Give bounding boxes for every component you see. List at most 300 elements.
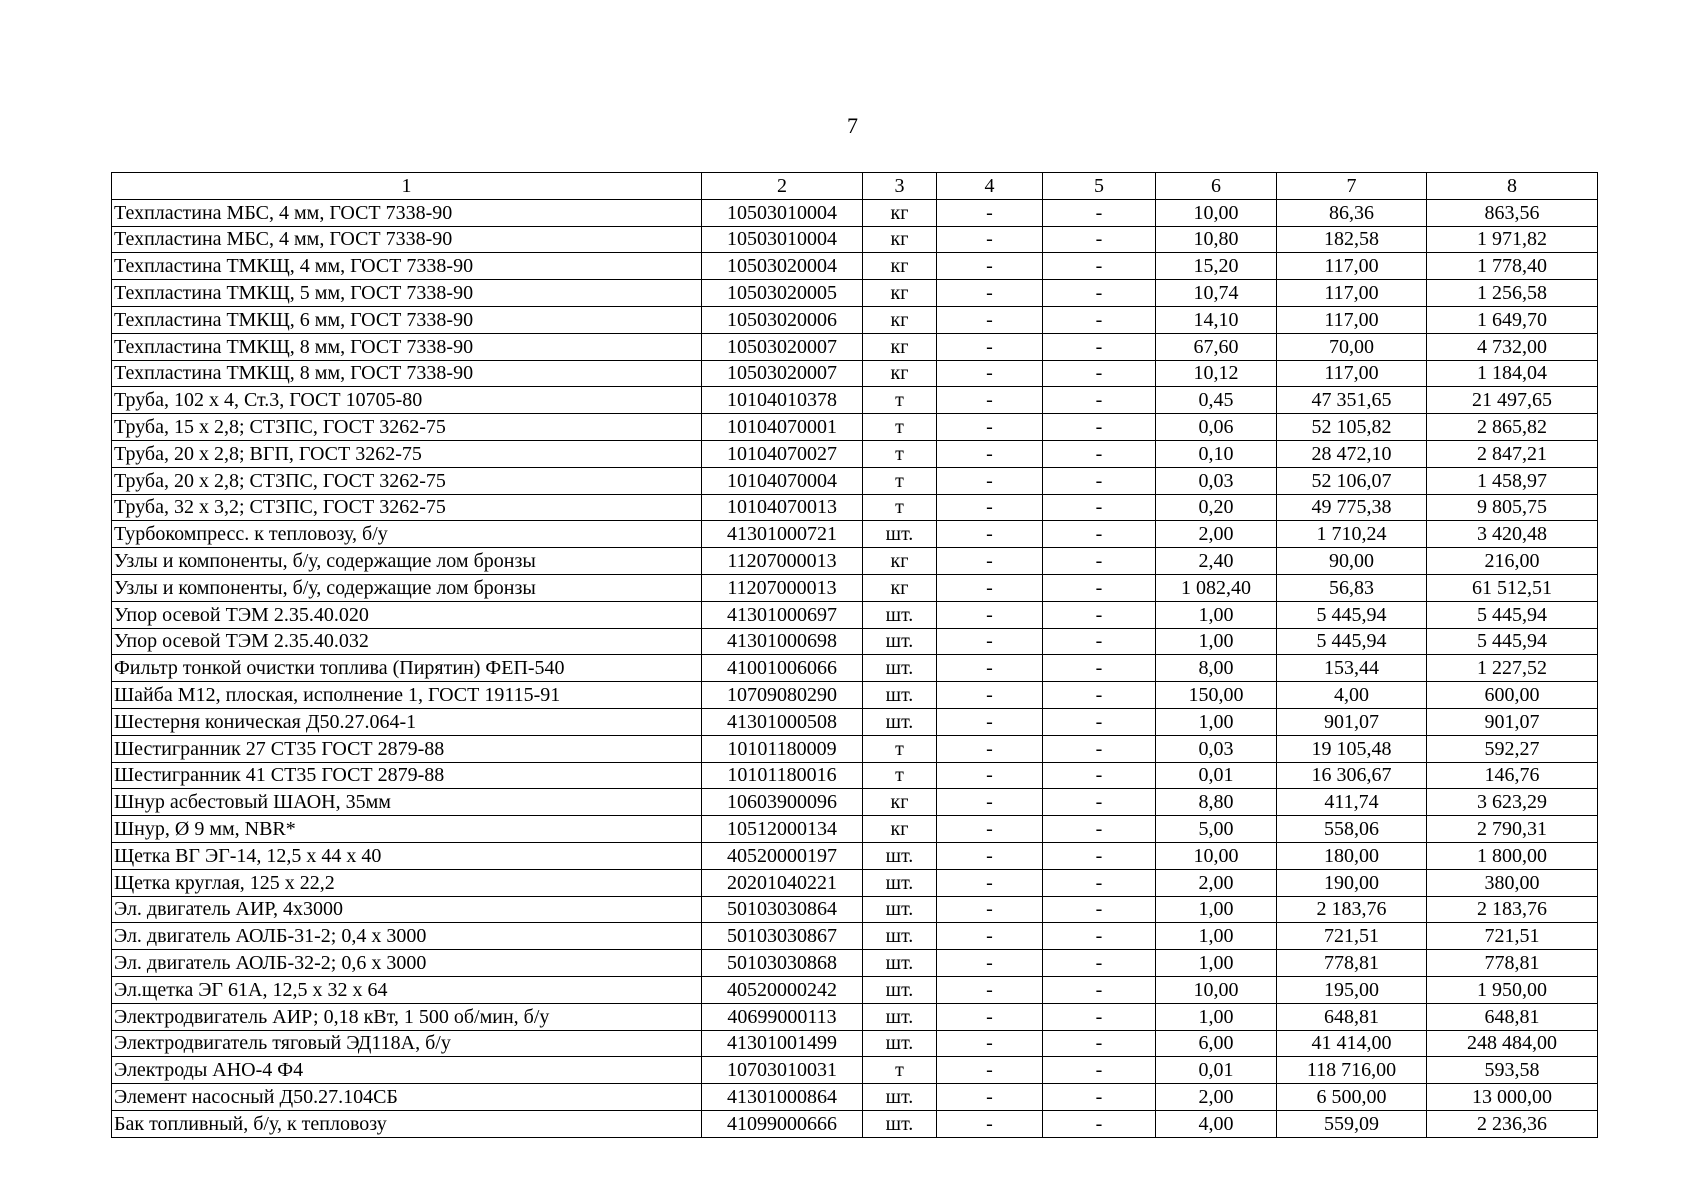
amount-cell: 600,00 — [1427, 682, 1598, 709]
price-cell: 41 414,00 — [1277, 1030, 1427, 1057]
table-row — [112, 1003, 1598, 1030]
col4-cell: - — [937, 896, 1043, 923]
table-body — [112, 173, 1598, 1138]
item-name-cell: Труба, 102 х 4, Ст.3, ГОСТ 10705-80 — [112, 387, 702, 414]
amount-cell: 216,00 — [1427, 548, 1598, 575]
col5-cell: - — [1043, 467, 1156, 494]
amount-cell: 146,76 — [1427, 762, 1598, 789]
col5-cell: - — [1043, 494, 1156, 521]
price-cell: 6 500,00 — [1277, 1084, 1427, 1111]
table-row — [112, 226, 1598, 253]
quantity-cell: 10,12 — [1156, 360, 1277, 387]
amount-cell: 9 805,75 — [1427, 494, 1598, 521]
item-name-cell: Шнур асбестовый ШАОН, 35мм — [112, 789, 702, 816]
quantity-cell: 0,03 — [1156, 467, 1277, 494]
col4-cell: - — [937, 1030, 1043, 1057]
amount-cell: 1 184,04 — [1427, 360, 1598, 387]
item-code-cell: 20201040221 — [702, 869, 863, 896]
unit-cell: шт. — [863, 923, 937, 950]
amount-cell: 863,56 — [1427, 199, 1598, 226]
col5-cell: - — [1043, 842, 1156, 869]
col4-cell: - — [937, 280, 1043, 307]
col4-cell: - — [937, 735, 1043, 762]
col5-cell: - — [1043, 574, 1156, 601]
price-cell: 47 351,65 — [1277, 387, 1427, 414]
table-row — [112, 762, 1598, 789]
item-code-cell: 40520000197 — [702, 842, 863, 869]
col5-cell: - — [1043, 387, 1156, 414]
amount-cell: 4 732,00 — [1427, 333, 1598, 360]
quantity-cell: 10,00 — [1156, 199, 1277, 226]
quantity-cell: 10,00 — [1156, 976, 1277, 1003]
col5-cell: - — [1043, 521, 1156, 548]
unit-cell: шт. — [863, 655, 937, 682]
column-number-header: 1 — [112, 173, 702, 200]
table-row — [112, 789, 1598, 816]
col4-cell: - — [937, 708, 1043, 735]
quantity-cell: 8,80 — [1156, 789, 1277, 816]
table-row — [112, 414, 1598, 441]
column-number-header: 5 — [1043, 173, 1156, 200]
unit-cell: кг — [863, 226, 937, 253]
amount-cell: 2 790,31 — [1427, 816, 1598, 843]
col5-cell: - — [1043, 333, 1156, 360]
amount-cell: 1 971,82 — [1427, 226, 1598, 253]
unit-cell: шт. — [863, 842, 937, 869]
col4-cell: - — [937, 923, 1043, 950]
price-cell: 558,06 — [1277, 816, 1427, 843]
item-code-cell: 41001006066 — [702, 655, 863, 682]
price-cell: 49 775,38 — [1277, 494, 1427, 521]
quantity-cell: 14,10 — [1156, 306, 1277, 333]
item-name-cell: Эл.щетка ЭГ 61А, 12,5 х 32 х 64 — [112, 976, 702, 1003]
price-cell: 153,44 — [1277, 655, 1427, 682]
quantity-cell: 0,03 — [1156, 735, 1277, 762]
price-cell: 901,07 — [1277, 708, 1427, 735]
item-name-cell: Элемент насосный Д50.27.104СБ — [112, 1084, 702, 1111]
unit-cell: т — [863, 414, 937, 441]
amount-cell: 5 445,94 — [1427, 628, 1598, 655]
item-name-cell: Эл. двигатель АИР, 4х3000 — [112, 896, 702, 923]
col4-cell: - — [937, 601, 1043, 628]
col4-cell: - — [937, 1084, 1043, 1111]
item-name-cell: Упор осевой ТЭМ 2.35.40.032 — [112, 628, 702, 655]
col5-cell: - — [1043, 548, 1156, 575]
col5-cell: - — [1043, 869, 1156, 896]
col4-cell: - — [937, 360, 1043, 387]
table-row — [112, 816, 1598, 843]
item-name-cell: Шестерня коническая Д50.27.064-1 — [112, 708, 702, 735]
item-code-cell: 10503020006 — [702, 306, 863, 333]
unit-cell: шт. — [863, 628, 937, 655]
unit-cell: шт. — [863, 682, 937, 709]
price-cell: 52 105,82 — [1277, 414, 1427, 441]
col4-cell: - — [937, 253, 1043, 280]
item-name-cell: Техпластина МБС, 4 мм, ГОСТ 7338-90 — [112, 226, 702, 253]
price-cell: 778,81 — [1277, 950, 1427, 977]
price-cell: 182,58 — [1277, 226, 1427, 253]
item-name-cell: Шайба М12, плоская, исполнение 1, ГОСТ 19115-91 — [112, 682, 702, 709]
table-row — [112, 682, 1598, 709]
col4-cell: - — [937, 494, 1043, 521]
item-code-cell: 41301000721 — [702, 521, 863, 548]
table-row — [112, 655, 1598, 682]
col4-cell: - — [937, 842, 1043, 869]
item-name-cell: Эл. двигатель АОЛБ-32-2; 0,6 х 3000 — [112, 950, 702, 977]
table-header-row — [112, 173, 1598, 200]
item-name-cell: Техпластина ТМКЩ, 8 мм, ГОСТ 7338-90 — [112, 333, 702, 360]
col5-cell: - — [1043, 950, 1156, 977]
item-code-cell: 41301000697 — [702, 601, 863, 628]
price-cell: 56,83 — [1277, 574, 1427, 601]
quantity-cell: 4,00 — [1156, 1110, 1277, 1137]
col5-cell: - — [1043, 976, 1156, 1003]
item-name-cell: Труба, 32 х 3,2; СТЗПС, ГОСТ 3262-75 — [112, 494, 702, 521]
item-name-cell: Техпластина ТМКЩ, 6 мм, ГОСТ 7338-90 — [112, 306, 702, 333]
amount-cell: 1 778,40 — [1427, 253, 1598, 280]
price-cell: 16 306,67 — [1277, 762, 1427, 789]
amount-cell: 721,51 — [1427, 923, 1598, 950]
col5-cell: - — [1043, 601, 1156, 628]
table-row — [112, 1084, 1598, 1111]
col5-cell: - — [1043, 199, 1156, 226]
col4-cell: - — [937, 1057, 1043, 1084]
price-cell: 4,00 — [1277, 682, 1427, 709]
quantity-cell: 2,00 — [1156, 521, 1277, 548]
table-row — [112, 333, 1598, 360]
quantity-cell: 150,00 — [1156, 682, 1277, 709]
quantity-cell: 0,06 — [1156, 414, 1277, 441]
unit-cell: шт. — [863, 708, 937, 735]
table-row — [112, 440, 1598, 467]
price-cell: 721,51 — [1277, 923, 1427, 950]
item-name-cell: Электроды АНО-4 Ф4 — [112, 1057, 702, 1084]
amount-cell: 1 227,52 — [1427, 655, 1598, 682]
item-name-cell: Техпластина ТМКЩ, 8 мм, ГОСТ 7338-90 — [112, 360, 702, 387]
col4-cell: - — [937, 816, 1043, 843]
col4-cell: - — [937, 655, 1043, 682]
item-code-cell: 10104070004 — [702, 467, 863, 494]
price-cell: 86,36 — [1277, 199, 1427, 226]
col5-cell: - — [1043, 735, 1156, 762]
unit-cell: т — [863, 1057, 937, 1084]
item-name-cell: Узлы и компоненты, б/у, содержащие лом бронзы — [112, 574, 702, 601]
item-name-cell: Техпластина МБС, 4 мм, ГОСТ 7338-90 — [112, 199, 702, 226]
amount-cell: 901,07 — [1427, 708, 1598, 735]
inventory-table — [111, 172, 1598, 1138]
quantity-cell: 1,00 — [1156, 950, 1277, 977]
col4-cell: - — [937, 789, 1043, 816]
unit-cell: т — [863, 735, 937, 762]
price-cell: 2 183,76 — [1277, 896, 1427, 923]
quantity-cell: 8,00 — [1156, 655, 1277, 682]
amount-cell: 2 865,82 — [1427, 414, 1598, 441]
quantity-cell: 1,00 — [1156, 628, 1277, 655]
quantity-cell: 1,00 — [1156, 708, 1277, 735]
unit-cell: шт. — [863, 869, 937, 896]
col5-cell: - — [1043, 226, 1156, 253]
quantity-cell: 10,74 — [1156, 280, 1277, 307]
amount-cell: 1 950,00 — [1427, 976, 1598, 1003]
table-row — [112, 521, 1598, 548]
col4-cell: - — [937, 950, 1043, 977]
item-code-cell: 41301001499 — [702, 1030, 863, 1057]
col5-cell: - — [1043, 789, 1156, 816]
quantity-cell: 0,20 — [1156, 494, 1277, 521]
price-cell: 648,81 — [1277, 1003, 1427, 1030]
item-name-cell: Труба, 20 х 2,8; ВГП, ГОСТ 3262-75 — [112, 440, 702, 467]
item-code-cell: 40699000113 — [702, 1003, 863, 1030]
column-number-header: 7 — [1277, 173, 1427, 200]
price-cell: 70,00 — [1277, 333, 1427, 360]
amount-cell: 1 800,00 — [1427, 842, 1598, 869]
item-name-cell: Щетка ВГ ЭГ-14, 12,5 х 44 х 40 — [112, 842, 702, 869]
col5-cell: - — [1043, 306, 1156, 333]
price-cell: 52 106,07 — [1277, 467, 1427, 494]
col5-cell: - — [1043, 1057, 1156, 1084]
col5-cell: - — [1043, 360, 1156, 387]
quantity-cell: 2,00 — [1156, 1084, 1277, 1111]
item-name-cell: Труба, 15 х 2,8; СТЗПС, ГОСТ 3262-75 — [112, 414, 702, 441]
col4-cell: - — [937, 628, 1043, 655]
price-cell: 411,74 — [1277, 789, 1427, 816]
col4-cell: - — [937, 869, 1043, 896]
unit-cell: кг — [863, 574, 937, 601]
item-code-cell: 10104070013 — [702, 494, 863, 521]
col5-cell: - — [1043, 1003, 1156, 1030]
quantity-cell: 1,00 — [1156, 896, 1277, 923]
column-number-header: 3 — [863, 173, 937, 200]
amount-cell: 1 458,97 — [1427, 467, 1598, 494]
column-number-header: 2 — [702, 173, 863, 200]
item-code-cell: 10101180009 — [702, 735, 863, 762]
item-code-cell: 50103030864 — [702, 896, 863, 923]
price-cell: 28 472,10 — [1277, 440, 1427, 467]
price-cell: 90,00 — [1277, 548, 1427, 575]
unit-cell: шт. — [863, 1084, 937, 1111]
unit-cell: шт. — [863, 601, 937, 628]
unit-cell: кг — [863, 789, 937, 816]
price-cell: 5 445,94 — [1277, 628, 1427, 655]
table-row — [112, 548, 1598, 575]
price-cell: 19 105,48 — [1277, 735, 1427, 762]
price-cell: 1 710,24 — [1277, 521, 1427, 548]
col5-cell: - — [1043, 628, 1156, 655]
col5-cell: - — [1043, 1084, 1156, 1111]
col4-cell: - — [937, 976, 1043, 1003]
table-row — [112, 708, 1598, 735]
quantity-cell: 1,00 — [1156, 1003, 1277, 1030]
amount-cell: 21 497,65 — [1427, 387, 1598, 414]
amount-cell: 2 847,21 — [1427, 440, 1598, 467]
quantity-cell: 1,00 — [1156, 923, 1277, 950]
col5-cell: - — [1043, 762, 1156, 789]
column-number-header: 4 — [937, 173, 1043, 200]
unit-cell: шт. — [863, 976, 937, 1003]
item-code-cell: 40520000242 — [702, 976, 863, 1003]
table-row — [112, 199, 1598, 226]
unit-cell: шт. — [863, 521, 937, 548]
amount-cell: 2 183,76 — [1427, 896, 1598, 923]
table-row — [112, 601, 1598, 628]
table-row — [112, 360, 1598, 387]
table-row — [112, 1030, 1598, 1057]
unit-cell: т — [863, 467, 937, 494]
col4-cell: - — [937, 548, 1043, 575]
item-code-cell: 11207000013 — [702, 574, 863, 601]
amount-cell: 13 000,00 — [1427, 1084, 1598, 1111]
col5-cell: - — [1043, 655, 1156, 682]
item-code-cell: 41301000864 — [702, 1084, 863, 1111]
item-name-cell: Шестигранник 27 СТ35 ГОСТ 2879-88 — [112, 735, 702, 762]
table-row — [112, 467, 1598, 494]
table-row — [112, 1110, 1598, 1137]
item-code-cell: 10101180016 — [702, 762, 863, 789]
quantity-cell: 67,60 — [1156, 333, 1277, 360]
item-name-cell: Техпластина ТМКЩ, 4 мм, ГОСТ 7338-90 — [112, 253, 702, 280]
amount-cell: 2 236,36 — [1427, 1110, 1598, 1137]
item-code-cell: 11207000013 — [702, 548, 863, 575]
item-code-cell: 41301000508 — [702, 708, 863, 735]
table-row — [112, 842, 1598, 869]
price-cell: 117,00 — [1277, 306, 1427, 333]
col5-cell: - — [1043, 816, 1156, 843]
page-number: 7 — [847, 113, 858, 138]
item-name-cell: Упор осевой ТЭМ 2.35.40.020 — [112, 601, 702, 628]
amount-cell: 648,81 — [1427, 1003, 1598, 1030]
item-name-cell: Турбокомпресс. к тепловозу, б/у — [112, 521, 702, 548]
item-name-cell: Эл. двигатель АОЛБ-31-2; 0,4 х 3000 — [112, 923, 702, 950]
table-row — [112, 280, 1598, 307]
item-code-cell: 10503020005 — [702, 280, 863, 307]
col5-cell: - — [1043, 440, 1156, 467]
item-code-cell: 41301000698 — [702, 628, 863, 655]
col4-cell: - — [937, 467, 1043, 494]
price-cell: 559,09 — [1277, 1110, 1427, 1137]
item-code-cell: 10703010031 — [702, 1057, 863, 1084]
quantity-cell: 0,01 — [1156, 1057, 1277, 1084]
quantity-cell: 2,00 — [1156, 869, 1277, 896]
quantity-cell: 15,20 — [1156, 253, 1277, 280]
col5-cell: - — [1043, 253, 1156, 280]
item-code-cell: 10603900096 — [702, 789, 863, 816]
amount-cell: 593,58 — [1427, 1057, 1598, 1084]
table-row — [112, 735, 1598, 762]
item-name-cell: Техпластина ТМКЩ, 5 мм, ГОСТ 7338-90 — [112, 280, 702, 307]
quantity-cell: 10,80 — [1156, 226, 1277, 253]
item-code-cell: 10503020007 — [702, 333, 863, 360]
price-cell: 190,00 — [1277, 869, 1427, 896]
unit-cell: шт. — [863, 896, 937, 923]
table-row — [112, 950, 1598, 977]
unit-cell: кг — [863, 280, 937, 307]
item-code-cell: 10709080290 — [702, 682, 863, 709]
item-name-cell: Узлы и компоненты, б/у, содержащие лом бронзы — [112, 548, 702, 575]
table-row — [112, 306, 1598, 333]
amount-cell: 1 649,70 — [1427, 306, 1598, 333]
unit-cell: кг — [863, 333, 937, 360]
unit-cell: кг — [863, 360, 937, 387]
item-code-cell: 41099000666 — [702, 1110, 863, 1137]
price-cell: 118 716,00 — [1277, 1057, 1427, 1084]
col4-cell: - — [937, 521, 1043, 548]
item-name-cell: Электродвигатель АИР; 0,18 кВт, 1 500 об/мин, б/у — [112, 1003, 702, 1030]
col5-cell: - — [1043, 896, 1156, 923]
item-code-cell: 50103030867 — [702, 923, 863, 950]
col4-cell: - — [937, 226, 1043, 253]
price-cell: 180,00 — [1277, 842, 1427, 869]
item-name-cell: Шнур, Ø 9 мм, NBR* — [112, 816, 702, 843]
quantity-cell: 1,00 — [1156, 601, 1277, 628]
price-cell: 117,00 — [1277, 360, 1427, 387]
amount-cell: 592,27 — [1427, 735, 1598, 762]
column-number-header: 6 — [1156, 173, 1277, 200]
table-row — [112, 628, 1598, 655]
unit-cell: шт. — [863, 1110, 937, 1137]
quantity-cell: 0,45 — [1156, 387, 1277, 414]
quantity-cell: 1 082,40 — [1156, 574, 1277, 601]
item-code-cell: 10503020004 — [702, 253, 863, 280]
table-row — [112, 574, 1598, 601]
price-cell: 117,00 — [1277, 253, 1427, 280]
col4-cell: - — [937, 1110, 1043, 1137]
col4-cell: - — [937, 414, 1043, 441]
col5-cell: - — [1043, 682, 1156, 709]
table-row — [112, 387, 1598, 414]
table-row — [112, 896, 1598, 923]
table-row — [112, 494, 1598, 521]
amount-cell: 380,00 — [1427, 869, 1598, 896]
col5-cell: - — [1043, 1030, 1156, 1057]
price-cell: 117,00 — [1277, 280, 1427, 307]
quantity-cell: 5,00 — [1156, 816, 1277, 843]
unit-cell: шт. — [863, 950, 937, 977]
item-name-cell: Бак топливный, б/у, к тепловозу — [112, 1110, 702, 1137]
unit-cell: шт. — [863, 1030, 937, 1057]
column-number-header: 8 — [1427, 173, 1598, 200]
quantity-cell: 10,00 — [1156, 842, 1277, 869]
quantity-cell: 6,00 — [1156, 1030, 1277, 1057]
item-code-cell: 10104070027 — [702, 440, 863, 467]
table-row — [112, 253, 1598, 280]
item-code-cell: 10503010004 — [702, 199, 863, 226]
unit-cell: кг — [863, 816, 937, 843]
price-cell: 5 445,94 — [1277, 601, 1427, 628]
item-code-cell: 10104010378 — [702, 387, 863, 414]
item-code-cell: 10503020007 — [702, 360, 863, 387]
col4-cell: - — [937, 762, 1043, 789]
item-name-cell: Электродвигатель тяговый ЭД118А, б/у — [112, 1030, 702, 1057]
col4-cell: - — [937, 682, 1043, 709]
amount-cell: 3 623,29 — [1427, 789, 1598, 816]
quantity-cell: 0,01 — [1156, 762, 1277, 789]
amount-cell: 778,81 — [1427, 950, 1598, 977]
col4-cell: - — [937, 440, 1043, 467]
item-name-cell: Труба, 20 х 2,8; СТЗПС, ГОСТ 3262-75 — [112, 467, 702, 494]
col4-cell: - — [937, 333, 1043, 360]
amount-cell: 1 256,58 — [1427, 280, 1598, 307]
unit-cell: т — [863, 440, 937, 467]
table-row — [112, 869, 1598, 896]
table-row — [112, 1057, 1598, 1084]
unit-cell: кг — [863, 253, 937, 280]
col5-cell: - — [1043, 708, 1156, 735]
col4-cell: - — [937, 1003, 1043, 1030]
col4-cell: - — [937, 306, 1043, 333]
amount-cell: 5 445,94 — [1427, 601, 1598, 628]
item-name-cell: Фильтр тонкой очистки топлива (Пирятин) ФЕП-540 — [112, 655, 702, 682]
unit-cell: т — [863, 387, 937, 414]
